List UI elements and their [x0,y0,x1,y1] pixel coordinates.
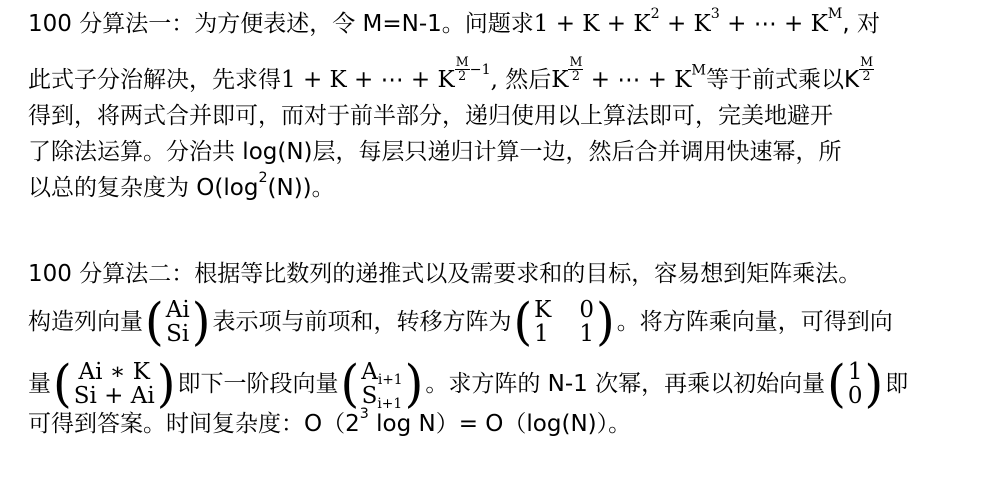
algo1-intro-text: 100 分算法一：为方便表述，令 M=N-1。问题求 [28,11,534,37]
next-stage-vector: ( $A_{i+1}$ $S_{i+1}$ ) [340,354,424,414]
fraction-m-over-2-c: $\frac{M}{2}$ [860,54,874,83]
partial-series-formula: 1 + K + ⋯ + K $\frac{M}{2}$ $^{-1}$ [281,54,491,94]
algo2-line-3: 量 ( Ai ∗ K Si + Ai ) 即下一阶段向量 ( $A_{i+1}$ $S_{i+1}$ ) 。求方阵的 N-1 次幂，再乘以初始向量 ( 1 0 ) 即 [28,354,909,414]
fraction-m-over-2-b: $\frac{M}{2}$ [569,54,583,83]
transition-matrix: ( K 0 1 1 ) [513,292,615,352]
initial-vector: ( 1 0 ) [827,354,884,414]
algo2-line-1: 100 分算法二：根据等比数列的递推式以及需要求和的目标，容易想到矩阵乘法。 [28,261,862,287]
algo1-line-1: 100 分算法一：为方便表述，令 M=N-1。问题求$1 + K + K^2 + K^3$ + ⋯ + $K^M$, 对 [28,6,881,37]
algo2-line-4: 可得到答案。时间复杂度：$O(2^3$ log N）= O（log(N)）。 [28,406,632,437]
column-vector-ai-si: ( Ai Si ) [145,292,211,352]
fraction-m-over-2: $\frac{M}{2}$ [455,54,469,83]
product-vector: ( Ai ∗ K Si + Ai ) [53,354,176,414]
algorithm-two-paragraph [28,256,978,442]
algo1-line-5: 以总的复杂度为 $O(\log^2(N))$。 [28,170,335,201]
algo1-line-3: 得到，将两式合并即可，而对于前半部分，递归使用以上算法即可，完美地避开 [28,103,833,129]
algorithm-one-paragraph [28,6,978,206]
algo1-line-4: 了除法运算。分治共 log(N)层，每层只递归计算一边，然后合并调用快速幂，所 [28,139,842,165]
series-formula: $1 + K + K^2 + K^3$ + ⋯ + $K^M$ [533,6,843,37]
algo2-line-2: 构造列向量 ( Ai Si ) 表示项与前项和，转移方阵为 ( K 0 1 1 ) 。将方阵乘向量，可得到向 [28,292,893,352]
algo1-line-2: 此式子分治解决，先求得1 + K + ⋯ + K $\frac{M}{2}$ $^{-1}$, 然后K $\frac{M}{2}$ + ⋯ + $K^M$等于前式乘以K $\frac{M}{2}$ [28,54,874,94]
